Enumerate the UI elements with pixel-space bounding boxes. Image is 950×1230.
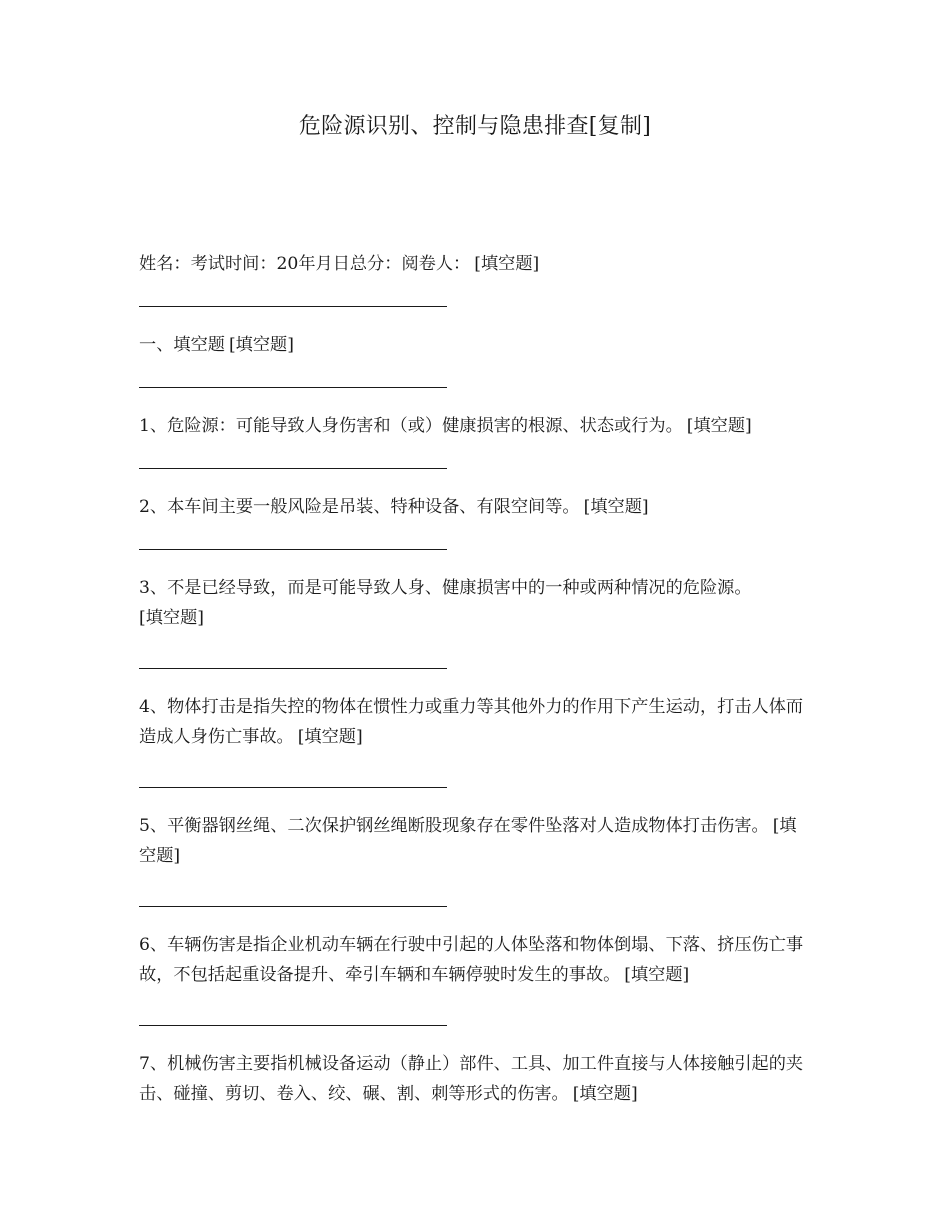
section-heading (139, 330, 809, 360)
question-3 (139, 573, 809, 633)
answer-line[interactable] (139, 668, 447, 669)
question-text: 6、车辆伤害是指企业机动车辆在行驶中引起的人体坠落和物体倒塌、下落、挤压伤亡事故，不包括起重设备提升、牵引车辆和车辆停驶时发生的事故。 (139, 935, 804, 985)
question-text: 1、危险源：可能导致人身伤害和（或）健康损害的根源、状态或行为。 (139, 416, 683, 436)
question-6 (139, 930, 809, 990)
question-1 (139, 411, 809, 441)
answer-line[interactable] (139, 1025, 447, 1026)
answer-line[interactable] (139, 549, 447, 550)
section-text: 一、填空题 (139, 335, 225, 355)
fill-tag: [填空题] (583, 497, 649, 517)
fill-tag: [填空题] (297, 727, 363, 747)
question-7 (139, 1049, 809, 1109)
question-text: 7、机械伤害主要指机械设备运动（静止）部件、工具、加工件直接与人体接触引起的夹击、碰撞、剪切、卷入、绞、碾、割、刺等形式的伤害。 (139, 1054, 804, 1104)
fill-tag: [填空题] (624, 965, 690, 985)
answer-line[interactable] (139, 787, 447, 788)
question-text: 3、不是已经导致，而是可能导致人身、健康损害中的一种或两种情况的危险源。 (139, 578, 752, 598)
document-title: 危险源识别、控制与隐患排查[复制] (298, 114, 652, 139)
question-2 (139, 492, 809, 522)
answer-line[interactable] (139, 906, 447, 907)
question-text: 4、物体打击是指失控的物体在惯性力或重力等其他外力的作用下产生运动，打击人体而造成人身伤亡事故。 (139, 697, 804, 747)
answer-line[interactable] (139, 306, 447, 307)
question-text: 2、本车间主要一般风险是吊装、特种设备、有限空间等。 (139, 497, 580, 517)
answer-line[interactable] (139, 468, 447, 469)
answer-line[interactable] (139, 387, 447, 388)
header-line (139, 249, 809, 279)
header-text: 姓名：考试时间：20年月日总分：阅卷人： (139, 254, 471, 274)
fill-tag: [填空题] (139, 608, 204, 628)
fill-tag: [填空题] (686, 416, 752, 436)
fill-tag: [填空题] (572, 1084, 638, 1104)
fill-tag: [填空题] (474, 254, 540, 274)
question-4 (139, 692, 809, 752)
fill-tag: [填空题] (228, 335, 294, 355)
question-text: 5、平衡器钢丝绳、二次保护钢丝绳断股现象存在零件坠落对人造成物体打击伤害。 (139, 816, 769, 836)
question-5 (139, 811, 809, 871)
fill-tag: [填空题] (139, 816, 797, 866)
